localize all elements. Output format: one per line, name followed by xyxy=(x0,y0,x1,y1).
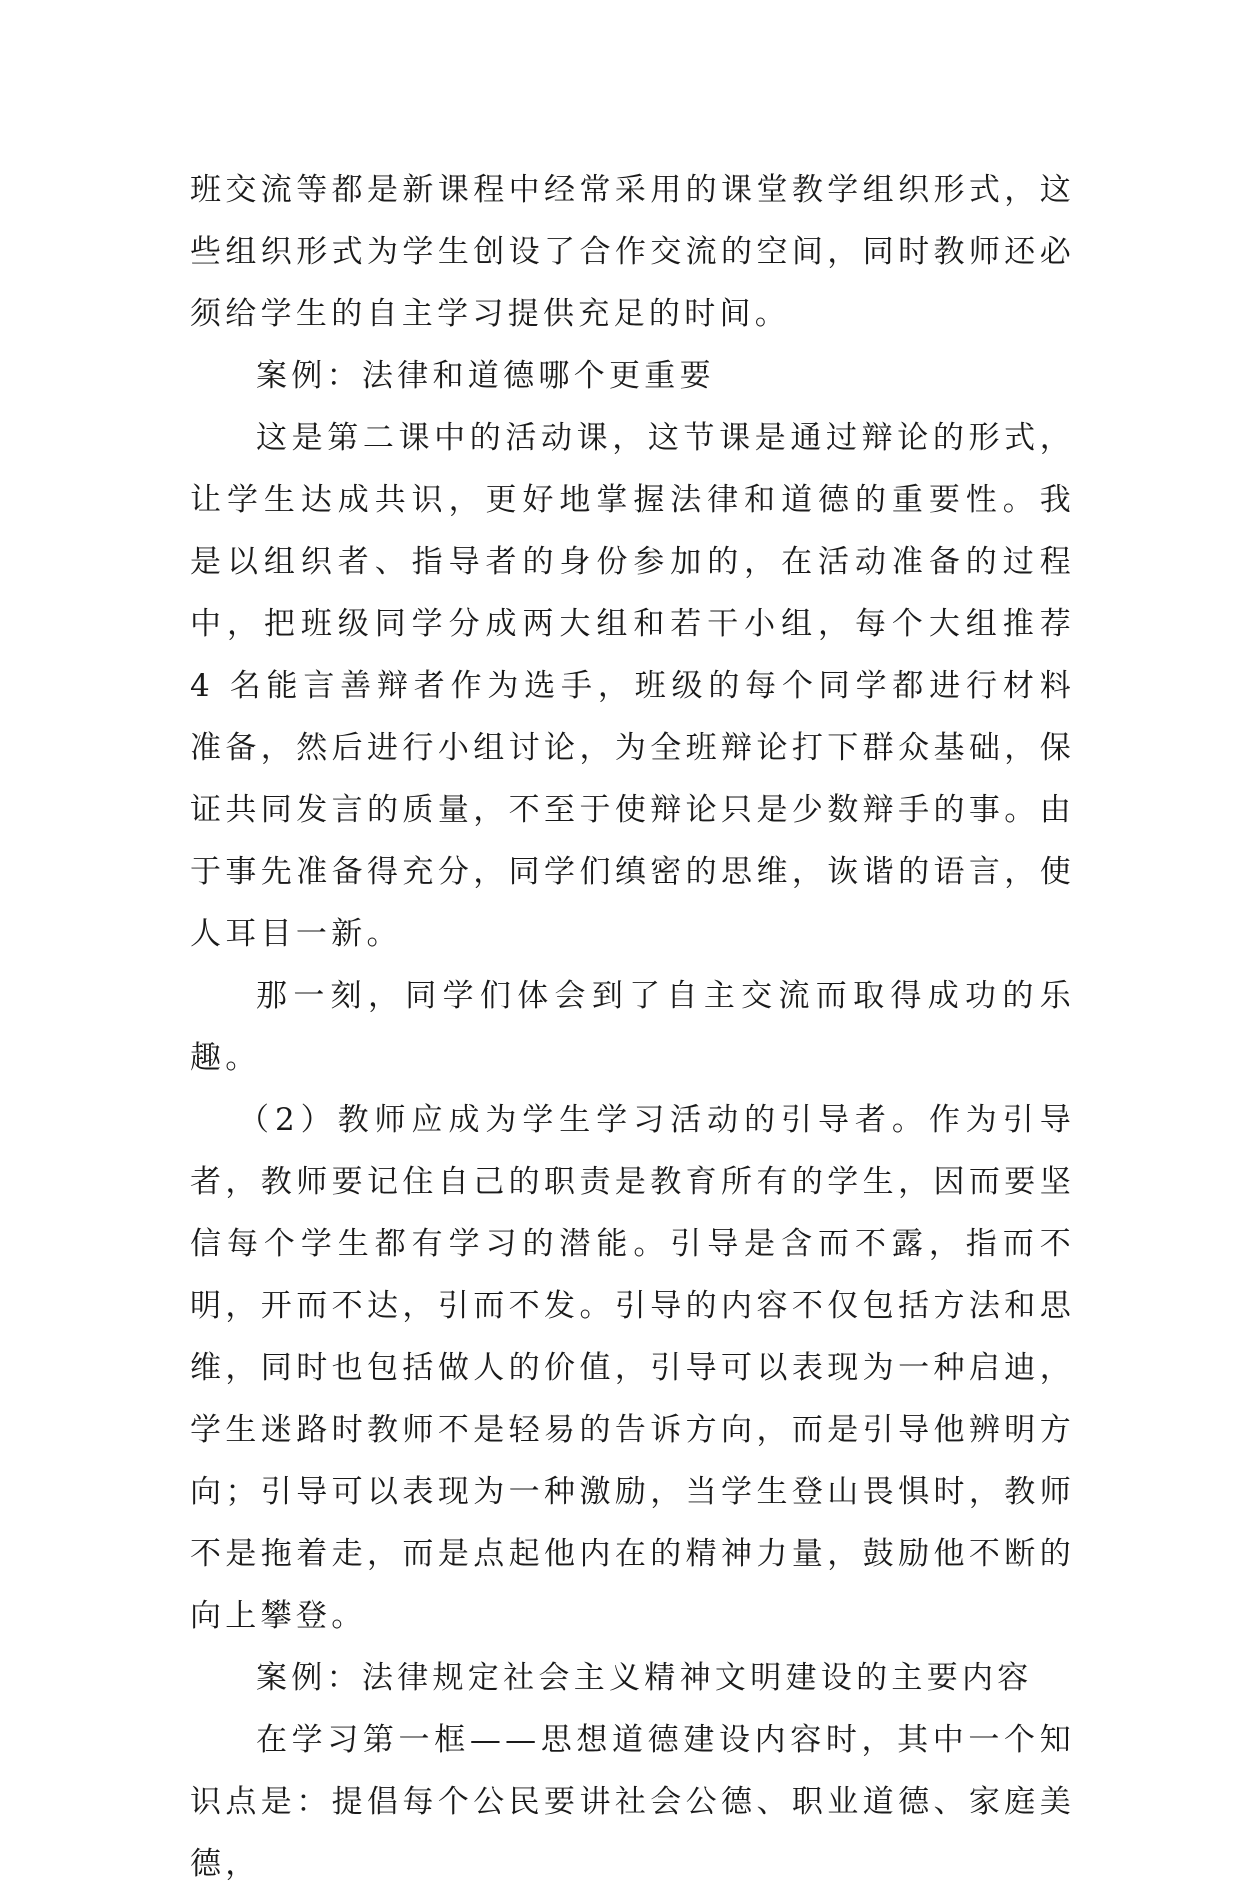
case-heading-spiritual-civilization: 案例：法律规定社会主义精神文明建设的主要内容 xyxy=(256,1660,1033,1696)
paragraph-teacher-as-guide: （2）教师应成为学生学习活动的引导者。作为引导者，教师要记住自己的职责是教育所有的学生，因而要坚信每个学生都有学习的潜能。引导是含而不露，指而不明，开而不达，引而不发。引导的内容不仅包括方法和思维，同时也包括做人的价值，引导可以表现为一种启迪，学生迷路时教师不是轻易的告诉方向，而是引导他辨明方向；引导可以表现为一种激励，当学生登山畏惧时，教师不是拖着走，而是点起他内在的精神力量，鼓励他不断的向上攀登。 xyxy=(190,1102,1075,1634)
paragraph-continuation: 班交流等都是新课程中经常采用的课堂教学组织形式，这些组织形式为学生创设了合作交流的空间，同时教师还必须给学生的自主学习提供充足的时间。 xyxy=(190,172,1075,332)
paragraph-debate-activity: 这是第二课中的活动课，这节课是通过辩论的形式，让学生达成共识，更好地掌握法律和道德的重要性。我 是以组织者、指导者的身份参加的，在活动准备的过程中，把班级同学分成两大组和若干小组，每个大组推荐 4 名能言善辩者作为选手，班级的每个同学都进行材料准备，然后进行小组讨论，为全班辩论打下群众基础，保证共同发言的质量，不至于使辩论只是少数辩手的事。由于事先准备得充分，同学们缜密的思维，诙谐的语言，使人耳目一新。 xyxy=(190,420,1075,952)
paragraph-success-moment: 那一刻，同学们体会到了自主交流而取得成功的乐趣。 xyxy=(190,978,1075,1076)
case-heading-law-and-morality: 案例：法律和道德哪个更重要 xyxy=(256,358,715,394)
paragraph-moral-construction: 在学习第一框——思想道德建设内容时，其中一个知识点是：提倡每个公民要讲社会公德、职业道德、家庭美德， xyxy=(190,1722,1075,1882)
document-body xyxy=(190,159,1075,1895)
